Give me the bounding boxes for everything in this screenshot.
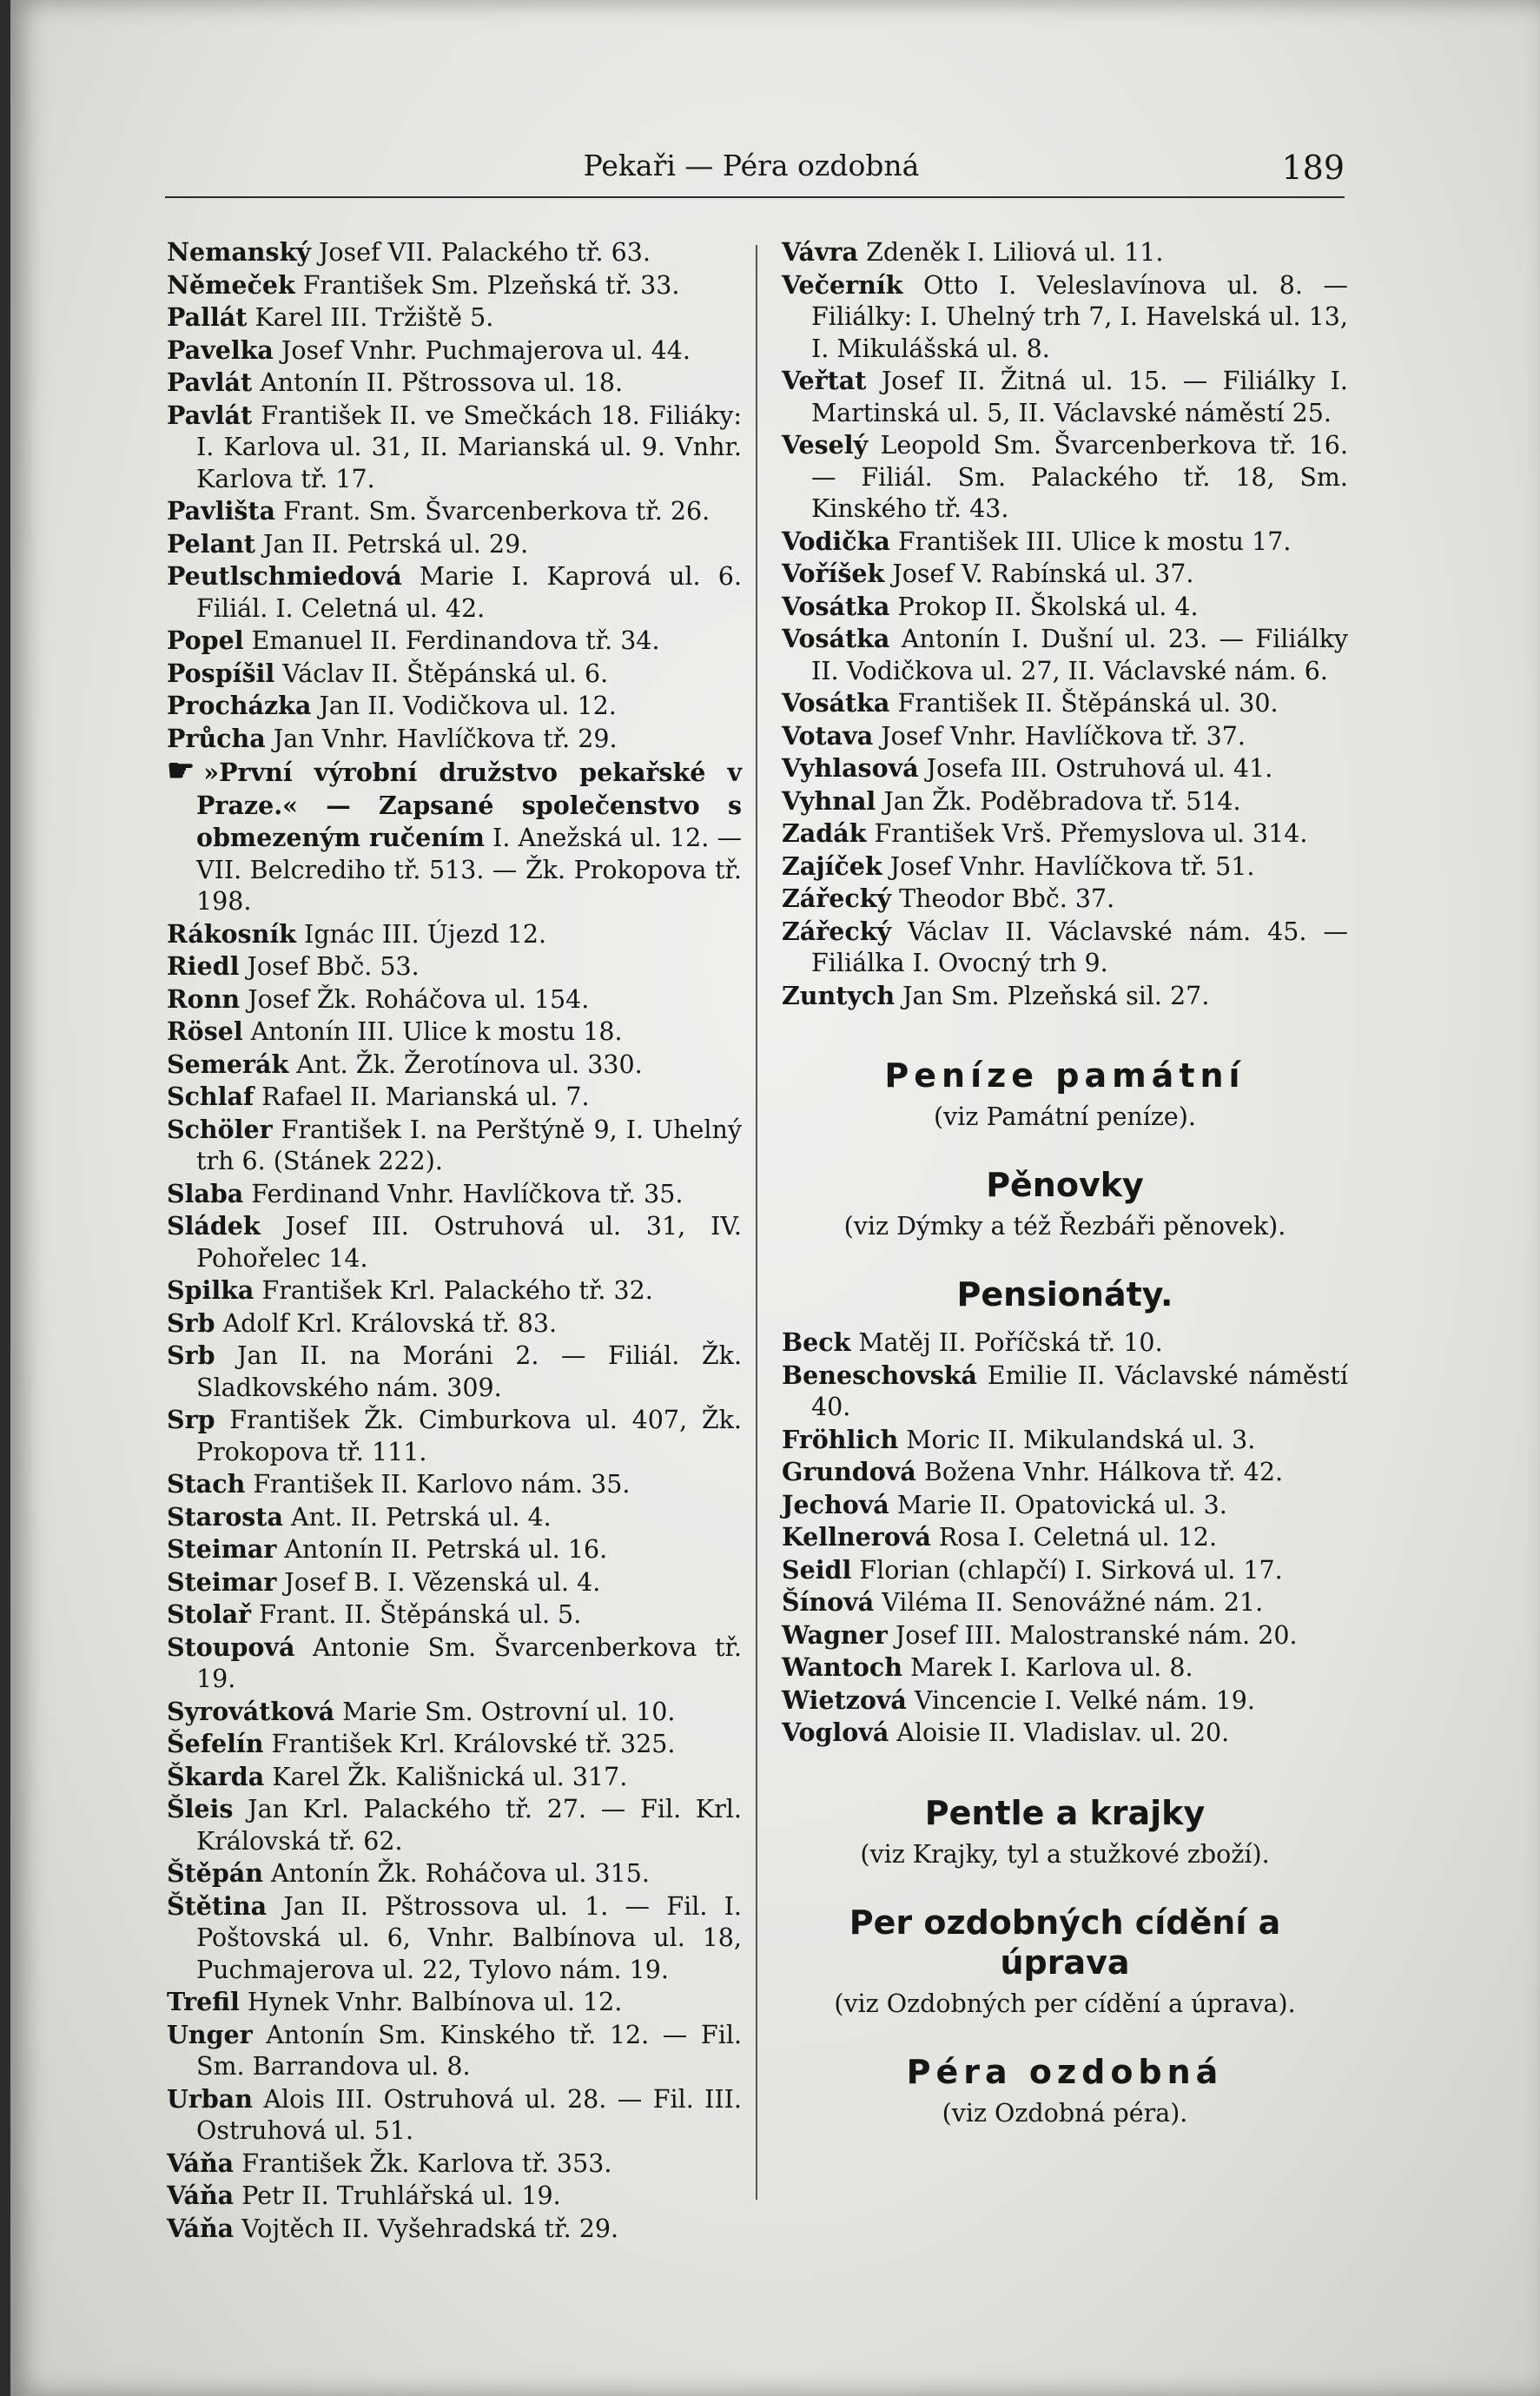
entry-address: Emanuel II. Ferdinandova tř. 34.: [243, 626, 660, 655]
directory-entry: [782, 1684, 1348, 1718]
entry-address: Moric II. Mikulandská ul. 3.: [898, 1425, 1256, 1454]
entry-address: František Vrš. Přemyslova ul. 314.: [866, 819, 1308, 848]
directory-entry: [782, 687, 1348, 720]
entry-name: Štětina: [167, 1890, 268, 1921]
entry-name: Němeček: [167, 269, 295, 300]
directory-entry: [167, 1986, 742, 2019]
entry-address: Antonín Sm. Kinského tř. 12. — Fil. Sm. Barrandova ul. 8.: [196, 2020, 742, 2081]
directory-entry: [167, 495, 742, 528]
entry-name: Ronn: [167, 983, 241, 1014]
entry-address: František III. Ulice k mostu 17.: [889, 526, 1292, 556]
entry-address: Josef Vnhr. Havlíčkova tř. 37.: [873, 721, 1246, 751]
entry-name: Rösel: [167, 1016, 243, 1046]
directory-entry: [167, 1566, 742, 1599]
entry-address: Antonín I. Dušní ul. 23. — Filiálky II. Vodičkova ul. 27, II. Václavské nám. 6.: [811, 625, 1348, 685]
entry-name: Veselý: [782, 430, 869, 460]
entry-address: Marie I. Kaprová ul. 6. Filiál. I. Celetná ul. 42.: [196, 562, 742, 623]
entry-address: Josef II. Žitná ul. 15. — Filiálky I. Martinská ul. 5, II. Václavské náměstí 25.: [811, 367, 1348, 427]
entry-address: František II. Štěpánská ul. 30.: [889, 689, 1279, 718]
directory-entry: [782, 365, 1348, 429]
directory-entry: [782, 623, 1348, 687]
entry-address: Josef III. Malostranské nám. 20.: [887, 1620, 1298, 1650]
directory-entry: [782, 916, 1348, 980]
directory-entry: [782, 1651, 1348, 1684]
entry-name: Wantoch: [782, 1652, 902, 1682]
entry-name: Fröhlich: [782, 1424, 899, 1454]
entry-address: Ferdinand Vnhr. Havlíčkova tř. 35.: [243, 1179, 684, 1208]
entry-address: Theodor Bbč. 37.: [891, 884, 1115, 913]
directory-entry: [167, 918, 742, 951]
entry-name: Váňa: [167, 2148, 235, 2178]
entry-name: Stolař: [167, 1599, 252, 1629]
directory-page: [10, 0, 1540, 2396]
directory-entry: [167, 367, 742, 400]
entry-address: Alois III. Ostruhová ul. 28. — Fil. III. Ostruhová ul. 51.: [196, 2084, 742, 2145]
directory-entry: [782, 752, 1348, 785]
entry-name: Pavelka: [167, 334, 274, 365]
directory-entry: [167, 560, 742, 625]
entry-address: Antonín II. Petrská ul. 16.: [276, 1535, 608, 1564]
directory-entry: [782, 1360, 1348, 1424]
entry-address: Emilie II. Václavské náměstí 40.: [811, 1360, 1348, 1421]
directory-entry: [782, 817, 1348, 851]
entry-name: Schöler: [167, 1114, 273, 1144]
column-divider: [756, 245, 757, 2200]
entry-address: Marie Sm. Ostrovní ul. 10.: [334, 1697, 676, 1726]
entry-address: Božena Vnhr. Hálkova tř. 42.: [915, 1458, 1284, 1486]
entry-name: Steimar: [167, 1566, 277, 1597]
entry-name: Wagner: [782, 1619, 888, 1650]
directory-entry: [782, 429, 1348, 526]
entry-address: Marek I. Karlova ul. 8.: [902, 1653, 1193, 1682]
entry-address: Aloisie II. Vladislav. ul. 20.: [889, 1718, 1230, 1747]
directory-entry: [167, 625, 742, 658]
entry-name: Voříšek: [782, 559, 885, 588]
directory-entry: [167, 2180, 742, 2213]
section-reference: (viz Ozdobných per cídění a úprava).: [834, 1989, 1296, 2018]
section-penovky: [782, 1165, 1348, 1243]
entry-name: Zářecký: [782, 916, 892, 946]
entry-name: Srp: [167, 1405, 215, 1434]
directory-entry: [782, 1554, 1348, 1587]
entry-address: František I. na Perštýně 9, I. Uhelný trh 6. (Stánek 222).: [196, 1115, 742, 1175]
entry-address: František Žk. Karlova tř. 353.: [234, 2148, 612, 2178]
entry-name: Nemanský: [167, 237, 311, 267]
entry-address: Viléma II. Senovážné nám. 21.: [874, 1588, 1264, 1617]
entry-name: Schlaf: [167, 1082, 254, 1111]
entry-name: Trefil: [167, 1987, 240, 2016]
directory-entry: [782, 269, 1348, 366]
entry-address: Josef III. Ostruhová ul. 31, IV. Pohořelec 14.: [196, 1212, 742, 1273]
section-title: Pensionáty.: [956, 1275, 1173, 1314]
entry-name: Vávra: [782, 237, 859, 267]
directory-entry: [167, 1049, 742, 1082]
entry-name: »První výrobní družstvo pekařské v Praze.« — Zapsané společenstvo s obmezeným ručením: [196, 758, 742, 852]
directory-entry: [167, 2083, 742, 2148]
section-reference: (viz Dýmky a též Řezbáři pěnovek).: [843, 1212, 1286, 1241]
entry-name: Kellnerová: [782, 1522, 931, 1552]
directory-entry: [782, 1586, 1348, 1619]
entry-address: Václav II. Václavské nám. 45. — Filiálka I. Ovocný trh 9.: [811, 917, 1348, 977]
directory-entry: [167, 1340, 742, 1404]
directory-entry: [782, 883, 1348, 916]
directory-entry: [167, 723, 742, 756]
entry-address: Antonín III. Ulice k mostu 18.: [242, 1017, 623, 1046]
directory-entry: [782, 1327, 1348, 1360]
entry-name: Rákosník: [167, 918, 296, 949]
entry-address: Adolf Krl. Královská tř. 83.: [215, 1308, 558, 1338]
directory-entry: [782, 1619, 1348, 1652]
entry-name: Vyhlasová: [782, 753, 919, 783]
entry-address: Josef Vnhr. Puchmajerova ul. 44.: [273, 335, 691, 365]
entry-name: Štěpán: [167, 1858, 263, 1888]
running-title: Pekaři — Péra ozdobná: [583, 149, 920, 182]
directory-entry: [167, 1274, 742, 1307]
directory-entry: [782, 720, 1348, 753]
directory-entry: [167, 1632, 742, 1696]
page-header: [158, 143, 1345, 195]
entry-address: Rafael II. Marianská ul. 7.: [254, 1082, 590, 1111]
directory-entry: [167, 236, 742, 269]
entry-name: Průcha: [167, 723, 266, 753]
directory-entry: [782, 526, 1348, 559]
directory-entry: [167, 1857, 742, 1890]
entry-name: Vosátka: [782, 591, 890, 621]
entry-name: Procházka: [167, 691, 312, 720]
section-title: Pěnovky: [986, 1166, 1144, 1204]
entry-name: Večerník: [782, 269, 903, 300]
entry-address: František Krl. Palackého tř. 32.: [254, 1276, 653, 1305]
entry-name: Pavlišta: [167, 496, 276, 526]
entry-address: Jan Krl. Palackého tř. 27. — Fil. Krl. Královská tř. 62.: [196, 1795, 742, 1856]
section-title: Per ozdobných cídění a úprava: [849, 1903, 1281, 1982]
entry-name: Váňa: [167, 2213, 235, 2243]
section-title: Pentle a krajky: [924, 1793, 1206, 1832]
entry-address: Josefa III. Ostruhová ul. 41.: [918, 754, 1273, 783]
entry-name: Seidl: [782, 1554, 852, 1585]
entry-name: Semerák: [167, 1049, 289, 1079]
directory-entry: [167, 2019, 742, 2083]
entry-name: Vosátka: [782, 688, 890, 718]
directory-entry: [167, 1404, 742, 1468]
entry-address: Ant. II. Petrská ul. 4.: [282, 1502, 552, 1532]
directory-entry: [167, 1016, 742, 1049]
directory-entry: [167, 1307, 742, 1340]
entry-address: Jan II. Pštrossova ul. 1. — Fil. I. Poštovská ul. 6, Vnhr. Balbínova ul. 18, Puchmajerova ul. 22, Tylovo nám. 19.: [196, 1891, 742, 1984]
entry-name: Srb: [167, 1340, 215, 1370]
directory-entry: [167, 334, 742, 367]
section-reference: (viz Ozdobná péra).: [942, 2098, 1188, 2128]
entry-address: Antonie Sm. Švarcenberkova tř. 19.: [196, 1632, 742, 1693]
directory-entry: [167, 2213, 742, 2246]
entry-name: Zářecký: [782, 884, 892, 913]
directory-entry: [782, 980, 1348, 1013]
directory-entry: [167, 752, 742, 918]
directory-entry: [167, 1501, 742, 1534]
entry-name: Veřtat: [782, 366, 867, 395]
entry-name: Wietzová: [782, 1684, 907, 1715]
entry-address: Ant. Žk. Žerotínova ul. 330.: [288, 1049, 643, 1079]
directory-entry: [782, 236, 1348, 269]
section-reference: (viz Krajky, tyl a stužkové zboží).: [860, 1839, 1270, 1869]
section-reference: (viz Památní peníze).: [934, 1102, 1196, 1131]
entry-name: Škarda: [167, 1761, 265, 1791]
entry-name: Vyhnal: [782, 785, 876, 816]
entry-name: Srb: [167, 1307, 215, 1338]
directory-entry: [782, 558, 1348, 591]
directory-entry: [782, 1489, 1348, 1522]
section-penize: [782, 1056, 1348, 1134]
directory-entry: [167, 690, 742, 723]
entry-address: Florian (chlapčí) I. Sirková ul. 17.: [851, 1555, 1283, 1585]
directory-entry: [167, 950, 742, 983]
entry-name: Zajíček: [782, 851, 882, 881]
header-rule: [165, 196, 1345, 198]
entry-address: Marie II. Opatovická ul. 3.: [889, 1490, 1227, 1519]
entry-address: Jan Sm. Plzeňská sil. 27.: [895, 981, 1210, 1010]
entry-name: Šleis: [167, 1794, 234, 1823]
directory-entry: [167, 1890, 742, 1987]
entry-name: Slaba: [167, 1178, 244, 1208]
entry-address: Karel Žk. Kališnická ul. 317.: [264, 1762, 628, 1791]
entry-address: Prokop II. Školská ul. 4.: [889, 592, 1199, 621]
entry-name: Votava: [782, 720, 874, 751]
entry-address: Ignác III. Újezd 12.: [295, 919, 547, 949]
entry-name: Popel: [167, 625, 244, 655]
left-column: [167, 236, 742, 2245]
entry-address: František II. Karlovo nám. 35.: [245, 1470, 631, 1499]
entry-name: Peutlschmiedová: [167, 561, 402, 591]
directory-entry: [167, 301, 742, 334]
directory-entry: [167, 1728, 742, 1761]
entry-name: Grundová: [782, 1457, 916, 1486]
directory-entry: [167, 1598, 742, 1632]
entry-name: Stoupová: [167, 1632, 295, 1662]
directory-entry: [782, 851, 1348, 884]
entry-address: Josef Žk. Roháčova ul. 154.: [240, 984, 590, 1014]
entry-address: Josef V. Rabínská ul. 37.: [884, 559, 1194, 588]
page-number: 189: [1281, 149, 1345, 187]
directory-entry: [782, 1424, 1348, 1457]
directory-entry: [782, 785, 1348, 818]
section-pera: [782, 2052, 1348, 2130]
directory-entry: [167, 269, 742, 302]
entry-name: Šefelín: [167, 1729, 264, 1758]
directory-entry: [167, 1178, 742, 1211]
entry-address: Jan Vnhr. Havlíčkova tř. 29.: [265, 724, 618, 753]
directory-entry: [167, 528, 742, 561]
section-pentle: [782, 1793, 1348, 1871]
directory-entry: [167, 1696, 742, 1729]
entry-name: Vodička: [782, 526, 890, 556]
entry-address: Leopold Sm. Švarcenberkova tř. 16. — Filiál. Sm. Palackého tř. 18, Sm. Kinského tř. 43.: [811, 431, 1348, 523]
entry-address: Frant. II. Štěpánská ul. 5.: [251, 1600, 582, 1629]
entry-name: Voglová: [782, 1718, 889, 1747]
entry-address: Vojtěch II. Vyšehradská tř. 29.: [234, 2214, 619, 2243]
entry-address: Josef Vnhr. Havlíčkova tř. 51.: [882, 851, 1255, 881]
entry-address: Jan II. Vodičkova ul. 12.: [311, 692, 617, 720]
directory-entry: [167, 1114, 742, 1178]
directory-entry: [167, 1793, 742, 1857]
entry-name: Starosta: [167, 1501, 283, 1532]
entry-name: Vosátka: [782, 624, 890, 653]
entry-address: František Krl. Královské tř. 325.: [263, 1730, 676, 1758]
directory-entry: [167, 2148, 742, 2181]
entry-address: Josef B. I. Vězenská ul. 4.: [276, 1567, 601, 1597]
entry-address: Josef Bbč. 53.: [239, 952, 420, 981]
directory-entry: [167, 1761, 742, 1794]
section-title: Péra ozdobná: [906, 2052, 1224, 2091]
entry-address: Jan Žk. Poděbradova tř. 514.: [876, 786, 1241, 816]
entry-name: Šínová: [782, 1587, 875, 1617]
entry-name: Steimar: [167, 1534, 277, 1564]
entry-name: Stach: [167, 1469, 246, 1499]
entry-address: Matěj II. Poříčská tř. 10.: [850, 1328, 1163, 1357]
directory-entry: [167, 658, 742, 691]
entry-address: Karel III. Tržiště 5.: [247, 303, 494, 332]
directory-entry: [782, 1521, 1348, 1554]
pensionaty-entries: [782, 1327, 1348, 1750]
entry-address: Antonín II. Pštrossova ul. 18.: [252, 368, 624, 397]
entry-name: Jechová: [782, 1489, 889, 1519]
entry-name: Syrovátková: [167, 1696, 335, 1726]
directory-entry: [167, 983, 742, 1016]
section-per: [782, 1903, 1348, 2021]
entry-address: Zdeněk I. Liliová ul. 11.: [858, 238, 1164, 267]
entry-name: Spilka: [167, 1275, 254, 1305]
entry-name: Zadák: [782, 818, 867, 848]
entry-name: Pospíšil: [167, 658, 275, 688]
entry-address: Petr II. Truhlářská ul. 19.: [234, 2181, 561, 2210]
entry-name: Riedl: [167, 951, 240, 981]
entry-address: Frant. Sm. Švarcenberkova tř. 26.: [275, 497, 711, 526]
entry-address: František Sm. Plzeňská tř. 33.: [294, 270, 680, 300]
entry-name: Beck: [782, 1327, 851, 1357]
entry-address: Josef VII. Palackého tř. 63.: [310, 238, 651, 267]
directory-entry: [782, 1456, 1348, 1489]
entry-name: Unger: [167, 2019, 253, 2049]
entry-name: Pavlát: [167, 400, 253, 430]
entry-address: František Žk. Cimburkova ul. 407, Žk. Prokopova tř. 111.: [196, 1406, 742, 1466]
pointing-hand-icon: ☛: [167, 752, 195, 789]
entry-address: Jan II. na Moráni 2. — Filiál. Žk. Sladkovského nám. 309.: [196, 1341, 742, 1402]
section-pensionaty: [782, 1274, 1348, 1314]
entry-name: Váňa: [167, 2181, 235, 2210]
entry-name: Pavlát: [167, 367, 253, 397]
directory-entry: [782, 591, 1348, 624]
directory-entry: [167, 1533, 742, 1566]
entry-address: Jan II. Petrská ul. 29.: [254, 529, 529, 559]
entry-name: Urban: [167, 2083, 253, 2114]
directory-entry: [167, 400, 742, 496]
entry-address: Václav II. Štěpánská ul. 6.: [274, 659, 609, 688]
entry-address: František II. ve Smečkách 18. Filiáky: I. Karlova ul. 31, II. Marianská ul. 9. Vnhr. Karlova tř. 17.: [196, 400, 742, 493]
entry-address: Antonín Žk. Roháčova ul. 315.: [263, 1859, 650, 1888]
entry-address: Otto I. Veleslavínova ul. 8. — Filiálky: I. Uhelný trh 7, I. Havelská ul. 13, I. Mikulášská ul. 8.: [811, 270, 1348, 363]
entry-address: I. Anežská ul. 12. — VII. Belcrediho tř. 513. — Žk. Prokopova tř. 198.: [196, 824, 742, 916]
entry-address: Rosa I. Celetná ul. 12.: [930, 1523, 1217, 1552]
book-spine: [0, 0, 10, 2396]
entry-name: Pallát: [167, 302, 248, 332]
entry-name: Beneschovská: [782, 1360, 978, 1390]
directory-entry: [782, 1717, 1348, 1750]
right-entries: [782, 236, 1348, 1012]
entry-address: Hynek Vnhr. Balbínova ul. 12.: [239, 1988, 623, 2016]
directory-entry: [167, 1210, 742, 1274]
section-title: Peníze památní: [884, 1056, 1246, 1095]
right-column: [782, 236, 1348, 2130]
entry-name: Zuntych: [782, 980, 896, 1010]
entry-name: Pelant: [167, 528, 255, 559]
directory-entry: [167, 1081, 742, 1114]
entry-address: Vincencie I. Velké nám. 19.: [906, 1685, 1255, 1715]
entry-name: Sládek: [167, 1211, 261, 1241]
directory-entry: [167, 1468, 742, 1501]
